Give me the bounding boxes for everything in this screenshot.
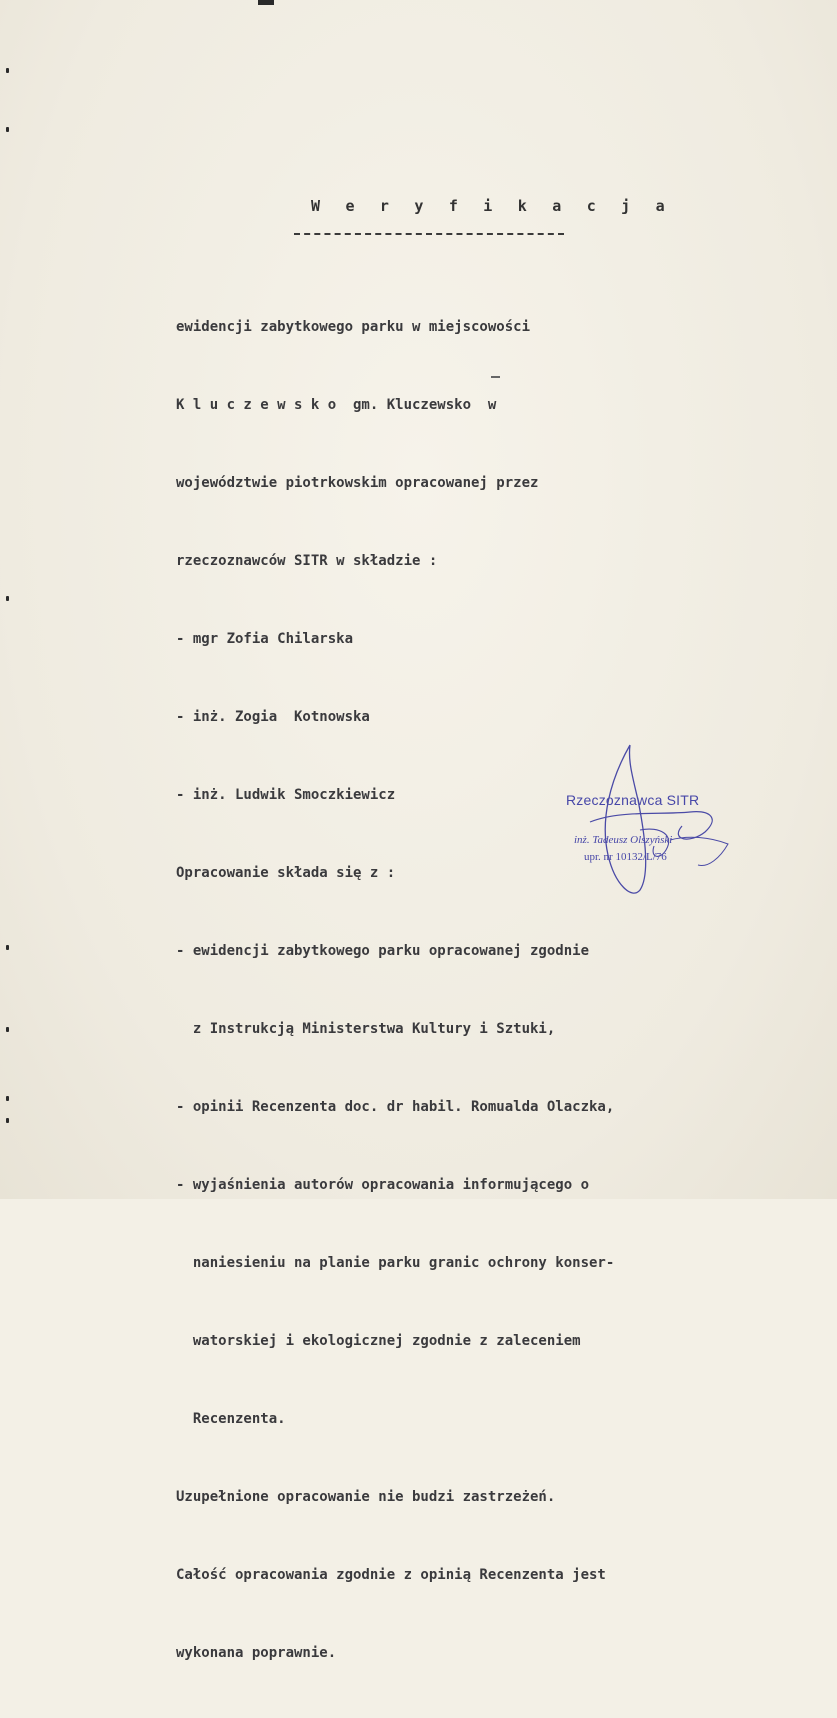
body-line: - opinii Recenzenta doc. dr habil. Romualda Olaczka, <box>176 1099 615 1115</box>
body-line: - ewidencji zabytkowego parku opracowanej zgodnie <box>176 943 590 959</box>
body-line: Recenzenta. <box>176 1411 286 1427</box>
scan-edge-mark <box>258 0 274 5</box>
body-line: województwie piotrkowskim opracowanej przez <box>176 475 539 491</box>
body-line: naniesieniu na planie parku granic ochrony konser- <box>176 1255 615 1271</box>
margin-mark <box>6 945 9 950</box>
margin-mark <box>6 68 9 73</box>
stamp-permit: upr. nr 10132/L/76 <box>584 851 667 863</box>
body-line: - mgr Zofia Chilarska <box>176 631 354 647</box>
document-title: W e r y f i k a c j a <box>311 197 673 215</box>
document-body <box>176 262 614 1718</box>
body-line: Całość opracowania zgodnie z opinią Recenzenta jest <box>176 1567 606 1583</box>
stamp-title: Rzeczoznawca SITR <box>566 792 700 808</box>
margin-mark <box>6 1027 9 1032</box>
body-line: Opracowanie składa się z : <box>176 865 396 881</box>
body-line: watorskiej i ekologicznej zgodnie z zaleceniem <box>176 1333 581 1349</box>
body-line: rzeczoznawców SITR w składzie : <box>176 553 438 569</box>
stamp-name: inż. Tadeusz Olszyński <box>574 834 673 846</box>
body-line: - wyjaśnienia autorów opracowania informującego o <box>176 1177 590 1193</box>
margin-mark <box>6 127 9 132</box>
body-line: ewidencji zabytkowego parku w miejscowości <box>176 319 531 335</box>
body-line: wykonana poprawnie. <box>176 1645 337 1661</box>
body-line: z Instrukcją Ministerstwa Kultury i Sztuki, <box>176 1021 556 1037</box>
expert-stamp <box>562 792 737 882</box>
body-line: - inż. Ludwik Smoczkiewicz <box>176 787 396 803</box>
title-underline <box>294 233 564 235</box>
margin-mark <box>6 1096 9 1101</box>
body-line: Uzupełnione opracowanie nie budzi zastrzeżeń. <box>176 1489 556 1505</box>
margin-mark <box>6 596 9 601</box>
body-line: - inż. Zogia Kotnowska <box>176 709 370 725</box>
body-line: K l u c z e w s k o gm. Kluczewsko w <box>176 397 497 413</box>
stray-mark <box>491 376 500 378</box>
margin-mark <box>6 1118 9 1123</box>
